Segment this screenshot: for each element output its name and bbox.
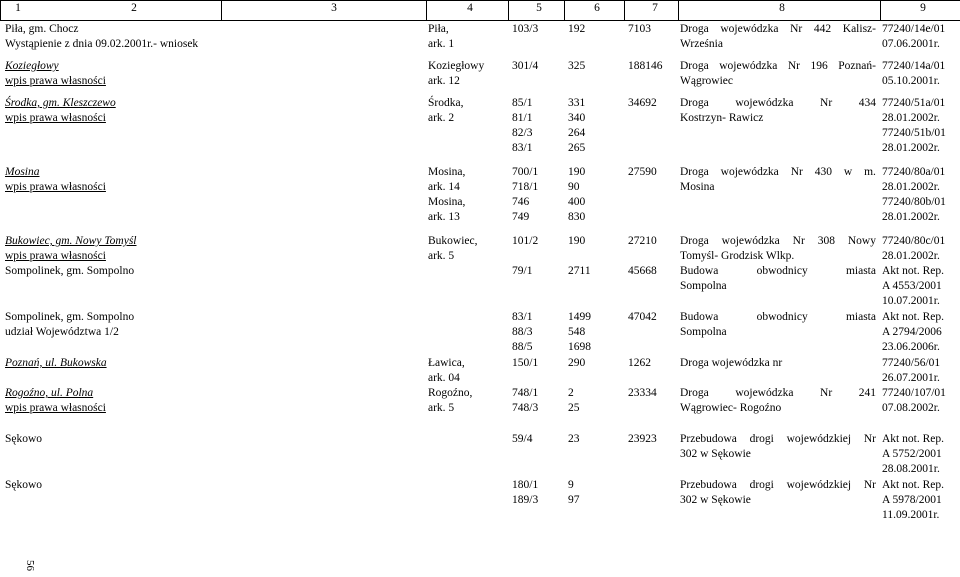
word: 196: [810, 60, 828, 72]
parcel-location: Sękowo: [5, 479, 43, 491]
parcel-number: 189/3: [512, 494, 539, 506]
parcel-area: 264: [568, 127, 586, 139]
map-sheet: ark. 5: [428, 250, 455, 262]
decision-reference: Akt not. Rep.: [882, 479, 944, 491]
parcel-number: 79/1: [512, 265, 533, 277]
land-register-number: 23334: [628, 387, 657, 399]
parcel-area: 90: [568, 181, 580, 193]
map-sheet: ark. 12: [428, 75, 460, 87]
word: 430: [814, 166, 832, 178]
map-sheet: Mosina,: [428, 196, 466, 208]
word: Droga: [680, 23, 709, 35]
decision-reference: 77240/80c/01: [882, 235, 946, 247]
decision-reference: A 5978/2001: [882, 494, 942, 506]
word: Droga: [680, 235, 709, 247]
parcel-area: 2711: [568, 265, 591, 277]
map-sheet: Rogoźno,: [428, 387, 473, 399]
word: Przebudowa: [680, 479, 737, 491]
decision-reference: 77240/14a/01: [882, 60, 946, 72]
map-sheet: Ławica,: [428, 357, 465, 369]
parcel-location: Środka, gm. Kleszczewo: [5, 97, 116, 109]
word: Nr: [792, 235, 805, 247]
land-register-number: 47042: [628, 311, 657, 323]
parcel-area: 25: [568, 402, 580, 414]
parcel-number: 101/2: [512, 235, 539, 247]
purpose-text: [680, 310, 876, 325]
purpose-text: [680, 165, 876, 180]
purpose-text: Wągrowiec- Rogoźno: [680, 402, 782, 414]
decision-reference: 23.06.2006r.: [882, 341, 940, 353]
parcel-area: 325: [568, 60, 586, 72]
table-rule: [426, 0, 427, 20]
word: miasta: [845, 265, 876, 277]
decision-reference: 28.01.2002r.: [882, 211, 940, 223]
land-register-number: 27590: [628, 166, 657, 178]
parcel-number: 81/1: [512, 112, 533, 124]
parcel-location: Bukowiec, gm. Nowy Tomyśl: [5, 235, 137, 247]
word: Poznań-: [838, 60, 876, 72]
word: wojewódzka: [735, 387, 794, 399]
parcel-area: 1499: [568, 311, 591, 323]
land-register-number: 1262: [628, 357, 651, 369]
word: Nr: [863, 433, 876, 445]
decision-reference: 10.07.2001r.: [882, 295, 940, 307]
land-register-number: 27210: [628, 235, 657, 247]
purpose-text: Sompolna: [680, 280, 727, 292]
table-rule: [624, 0, 625, 20]
map-sheet: ark. 5: [428, 402, 455, 414]
word: drogi: [749, 479, 774, 491]
parcel-number: 103/3: [512, 23, 539, 35]
purpose-text: [680, 386, 876, 401]
column-number: 1: [15, 2, 21, 14]
parcel-area: 290: [568, 357, 586, 369]
parcel-number: 59/4: [512, 433, 533, 445]
word: Przebudowa: [680, 433, 737, 445]
word: Nowy: [847, 235, 876, 247]
parcel-number: 82/3: [512, 127, 533, 139]
decision-reference: 77240/107/01: [882, 387, 946, 399]
parcel-area: 2: [568, 387, 574, 399]
page-number: 56: [24, 560, 36, 571]
column-number: 3: [331, 2, 337, 14]
map-sheet: Koziegłowy: [428, 60, 485, 72]
column-number: 4: [467, 2, 473, 14]
column-number: 9: [920, 2, 926, 14]
parcel-number: 88/3: [512, 326, 533, 338]
decision-reference: 28.01.2002r.: [882, 250, 940, 262]
word: wojewódzka: [735, 97, 794, 109]
word: 308: [817, 235, 835, 247]
decision-reference: 07.06.2001r.: [882, 38, 940, 50]
word: 434: [858, 97, 876, 109]
word: wojewódzkiej: [786, 433, 852, 445]
word: Nr: [787, 60, 801, 72]
purpose-text: 302 w Sękowie: [680, 494, 751, 506]
parcel-number: 88/5: [512, 341, 533, 353]
purpose-text: 302 w Sękowie: [680, 448, 751, 460]
word: Droga: [680, 166, 709, 178]
purpose-text: [680, 234, 876, 249]
word: wojewódzka: [720, 23, 779, 35]
map-sheet: ark. 04: [428, 372, 460, 384]
parcel-location: Sękowo: [5, 433, 43, 445]
word: Nr: [820, 97, 833, 109]
decision-reference: 28.01.2002r.: [882, 181, 940, 193]
parcel-area: 400: [568, 196, 586, 208]
parcel-location: Sompolinek, gm. Sompolno: [5, 311, 135, 323]
map-sheet: ark. 13: [428, 211, 460, 223]
purpose-text: [680, 432, 876, 447]
word: Droga: [680, 60, 709, 72]
table-rule: [508, 0, 509, 20]
decision-reference: 77240/51b/01: [882, 127, 946, 139]
word: wojewódzka: [721, 235, 780, 247]
parcel-number: 746: [512, 196, 530, 208]
parcel-area: 331: [568, 97, 586, 109]
parcel-note: Wystąpienie z dnia 09.02.2001r.- wniosek: [5, 38, 199, 50]
parcel-area: 192: [568, 23, 586, 35]
word: Nr: [790, 23, 803, 35]
table-rule: [0, 20, 960, 21]
word: miasta: [845, 311, 876, 323]
word: wojewódzkiej: [786, 479, 852, 491]
word: m.: [864, 166, 876, 178]
parcel-number: 718/1: [512, 181, 539, 193]
decision-reference: A 2794/2006: [882, 326, 942, 338]
purpose-text: Kostrzyn- Rawicz: [680, 112, 764, 124]
parcel-area: 1698: [568, 341, 591, 353]
parcel-number: 749: [512, 211, 530, 223]
word: Droga: [680, 97, 709, 109]
table-rule: [221, 0, 222, 20]
table-rule: [564, 0, 565, 20]
decision-reference: Akt not. Rep.: [882, 433, 944, 445]
parcel-area: 190: [568, 235, 586, 247]
purpose-text: Mosina: [680, 181, 715, 193]
parcel-number: 748/3: [512, 402, 539, 414]
purpose-text: Tomyśl- Grodzisk Wlkp.: [680, 250, 795, 262]
parcel-area: 190: [568, 166, 586, 178]
decision-reference: 11.09.2001r.: [882, 509, 940, 521]
purpose-text: [680, 22, 876, 37]
purpose-text: Sompolna: [680, 326, 727, 338]
decision-reference: 28.01.2002r.: [882, 142, 940, 154]
parcel-number: 85/1: [512, 97, 533, 109]
parcel-area: 9: [568, 479, 574, 491]
word: wojewódzka: [719, 60, 778, 72]
decision-reference: 77240/80b/01: [882, 196, 946, 208]
word: obwodnicy: [756, 311, 808, 323]
land-register-number: 23923: [628, 433, 657, 445]
parcel-number: 180/1: [512, 479, 539, 491]
word: Nr: [790, 166, 803, 178]
decision-reference: 07.08.2002r.: [882, 402, 940, 414]
decision-reference: 77240/56/01: [882, 357, 941, 369]
word: Budowa: [680, 311, 719, 323]
decision-reference: 26.07.2001r.: [882, 372, 940, 384]
word: Nr: [863, 479, 876, 491]
parcel-note: udział Województwa 1/2: [5, 326, 119, 338]
land-register-number: 45668: [628, 265, 657, 277]
word: Kalisz-: [842, 23, 876, 35]
parcel-location: Sompolinek, gm. Sompolno: [5, 265, 135, 277]
word: obwodnicy: [756, 265, 808, 277]
land-register-number: 188146: [628, 60, 663, 72]
parcel-area: 830: [568, 211, 586, 223]
map-sheet: ark. 1: [428, 38, 455, 50]
parcel-note: wpis prawa własności: [5, 181, 106, 193]
parcel-location: Mosina: [5, 166, 40, 178]
column-number: 2: [131, 2, 137, 14]
word: Droga: [680, 387, 709, 399]
purpose-text: [680, 478, 876, 493]
land-register-number: 34692: [628, 97, 657, 109]
decision-reference: Akt not. Rep.: [882, 311, 944, 323]
map-sheet: Mosina,: [428, 166, 466, 178]
decision-reference: 28.01.2002r.: [882, 112, 940, 124]
word: drogi: [749, 433, 774, 445]
parcel-number: 700/1: [512, 166, 539, 178]
parcel-number: 301/4: [512, 60, 539, 72]
table-rule: [678, 0, 679, 20]
parcel-area: 265: [568, 142, 586, 154]
decision-reference: A 4553/2001: [882, 280, 942, 292]
purpose-text: Września: [680, 38, 723, 50]
purpose-text: [680, 59, 876, 74]
parcel-number: 83/1: [512, 311, 533, 323]
word: wojewódzka: [720, 166, 779, 178]
parcel-area: 23: [568, 433, 580, 445]
decision-reference: 77240/80a/01: [882, 166, 946, 178]
column-number: 8: [779, 2, 785, 14]
parcel-location: Poznań, ul. Bukowska: [5, 357, 107, 369]
decision-reference: 28.08.2001r.: [882, 463, 940, 475]
decision-reference: 77240/51a/01: [882, 97, 946, 109]
word: Budowa: [680, 265, 719, 277]
purpose-text: [680, 264, 876, 279]
word: Nr: [820, 387, 833, 399]
parcel-area: 548: [568, 326, 586, 338]
parcel-location: Koziegłowy: [5, 60, 59, 72]
purpose-text: Wągrowiec: [680, 75, 733, 87]
parcel-note: wpis prawa własności: [5, 250, 106, 262]
column-number: 6: [594, 2, 600, 14]
land-register-number: 7103: [628, 23, 651, 35]
parcel-number: 150/1: [512, 357, 539, 369]
table-rule: [880, 0, 881, 20]
parcel-note: wpis prawa własności: [5, 75, 106, 87]
parcel-note: wpis prawa własności: [5, 112, 106, 124]
purpose-text: Droga wojewódzka nr: [680, 357, 783, 369]
map-sheet: Piła,: [428, 23, 449, 35]
column-number: 5: [536, 2, 542, 14]
word: w: [843, 166, 853, 178]
map-sheet: Bukowiec,: [428, 235, 478, 247]
parcel-area: 97: [568, 494, 580, 506]
decision-reference: 77240/14e/01: [882, 23, 946, 35]
word: 241: [858, 387, 876, 399]
word: 442: [813, 23, 832, 35]
map-sheet: Środka,: [428, 97, 464, 109]
map-sheet: ark. 14: [428, 181, 460, 193]
parcel-area: 340: [568, 112, 586, 124]
decision-reference: 05.10.2001r.: [882, 75, 940, 87]
map-sheet: ark. 2: [428, 112, 455, 124]
table-rule: [0, 0, 960, 1]
decision-reference: A 5752/2001: [882, 448, 942, 460]
column-number: 7: [652, 2, 658, 14]
parcel-number: 83/1: [512, 142, 533, 154]
purpose-text: [680, 96, 876, 111]
table-rule: [0, 0, 1, 20]
parcel-location: Rogoźno, ul. Polna: [5, 387, 94, 399]
parcel-location: Piła, gm. Chocz: [5, 23, 79, 35]
parcel-number: 748/1: [512, 387, 539, 399]
decision-reference: Akt not. Rep.: [882, 265, 944, 277]
parcel-note: wpis prawa własności: [5, 402, 106, 414]
